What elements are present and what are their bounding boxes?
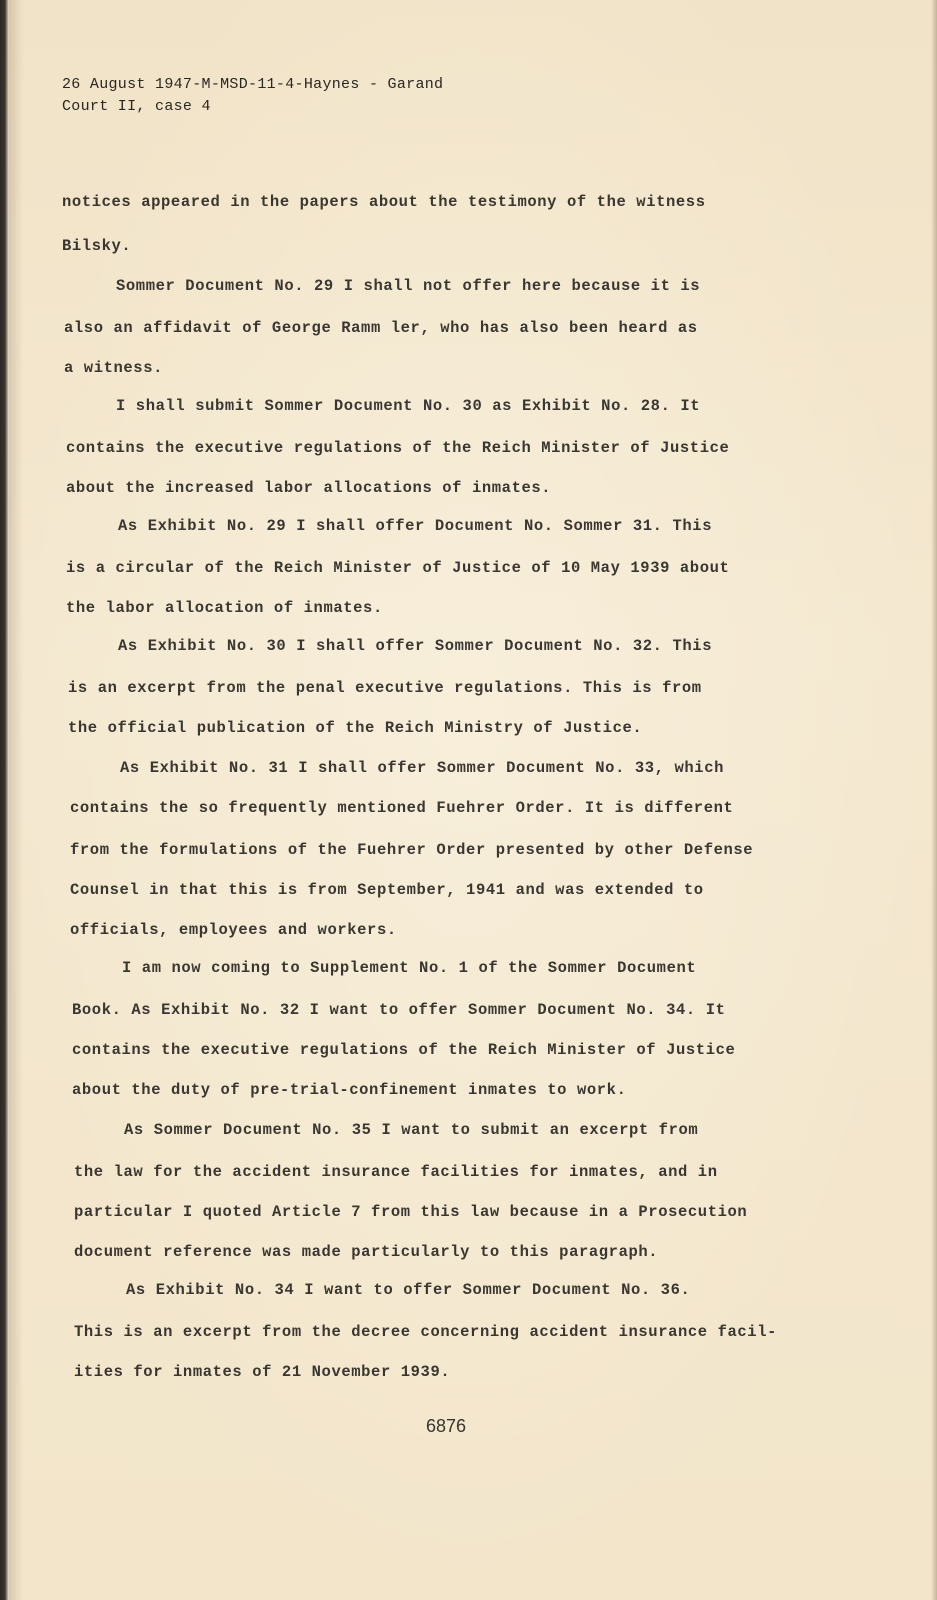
- text-line: the labor allocation of inmates.: [66, 599, 383, 617]
- text-line: about the duty of pre-trial-confinement inmates to work.: [72, 1081, 627, 1099]
- text-line: I am now coming to Supplement No. 1 of the Sommer Document: [122, 959, 697, 977]
- header-date-line: 26 August 1947-M-MSD-11-4-Haynes - Garand: [62, 76, 444, 93]
- header-court-line: Court II, case 4: [62, 98, 211, 115]
- scan-left-edge: [0, 0, 9, 1600]
- text-line: Sommer Document No. 29 I shall not offer here because it is: [116, 277, 701, 295]
- text-line: contains the executive regulations of the Reich Minister of Justice: [66, 439, 730, 457]
- scan-left-shadow: [9, 0, 23, 1600]
- text-line: Counsel in that this is from September, 1941 and was extended to: [70, 881, 704, 899]
- text-line: This is an excerpt from the decree concerning accident insurance facil-: [74, 1323, 778, 1341]
- text-line: is a circular of the Reich Minister of Justice of 10 May 1939 about: [66, 559, 730, 577]
- text-line: contains the so frequently mentioned Fuehrer Order. It is different: [70, 799, 734, 817]
- text-line: As Exhibit No. 30 I shall offer Sommer Document No. 32. This: [118, 637, 713, 655]
- text-line: notices appeared in the papers about the testimony of the witness: [62, 193, 706, 211]
- text-line: officials, employees and workers.: [70, 921, 397, 939]
- document-header: [62, 74, 443, 118]
- text-line: the law for the accident insurance facilities for inmates, and in: [74, 1163, 718, 1181]
- text-line: I shall submit Sommer Document No. 30 as Exhibit No. 28. It: [116, 397, 701, 415]
- text-line: Bilsky.: [62, 237, 132, 255]
- text-line: As Exhibit No. 31 I shall offer Sommer Document No. 33, which: [120, 759, 724, 777]
- text-line: a witness.: [64, 359, 164, 377]
- text-line: from the formulations of the Fuehrer Order presented by other Defense: [70, 841, 754, 859]
- text-line: is an excerpt from the penal executive regulations. This is from: [68, 679, 702, 697]
- text-line: As Sommer Document No. 35 I want to submit an excerpt from: [124, 1121, 699, 1139]
- text-line: As Exhibit No. 29 I shall offer Document No. Sommer 31. This: [118, 517, 713, 535]
- scan-right-edge: [931, 0, 937, 1600]
- text-line: contains the executive regulations of the Reich Minister of Justice: [72, 1041, 736, 1059]
- text-line: document reference was made particularly to this paragraph.: [74, 1243, 659, 1261]
- text-line: Book. As Exhibit No. 32 I want to offer Sommer Document No. 34. It: [72, 1001, 726, 1019]
- text-line: particular I quoted Article 7 from this law because in a Prosecution: [74, 1203, 748, 1221]
- text-line: As Exhibit No. 34 I want to offer Sommer Document No. 36.: [126, 1281, 691, 1299]
- page-number: 6876: [426, 1416, 467, 1436]
- text-line: also an affidavit of George Ramm ler, who has also been heard as: [64, 319, 698, 337]
- text-line: the official publication of the Reich Ministry of Justice.: [68, 719, 643, 737]
- text-line: about the increased labor allocations of inmates.: [66, 479, 552, 497]
- text-line: ities for inmates of 21 November 1939.: [74, 1363, 451, 1381]
